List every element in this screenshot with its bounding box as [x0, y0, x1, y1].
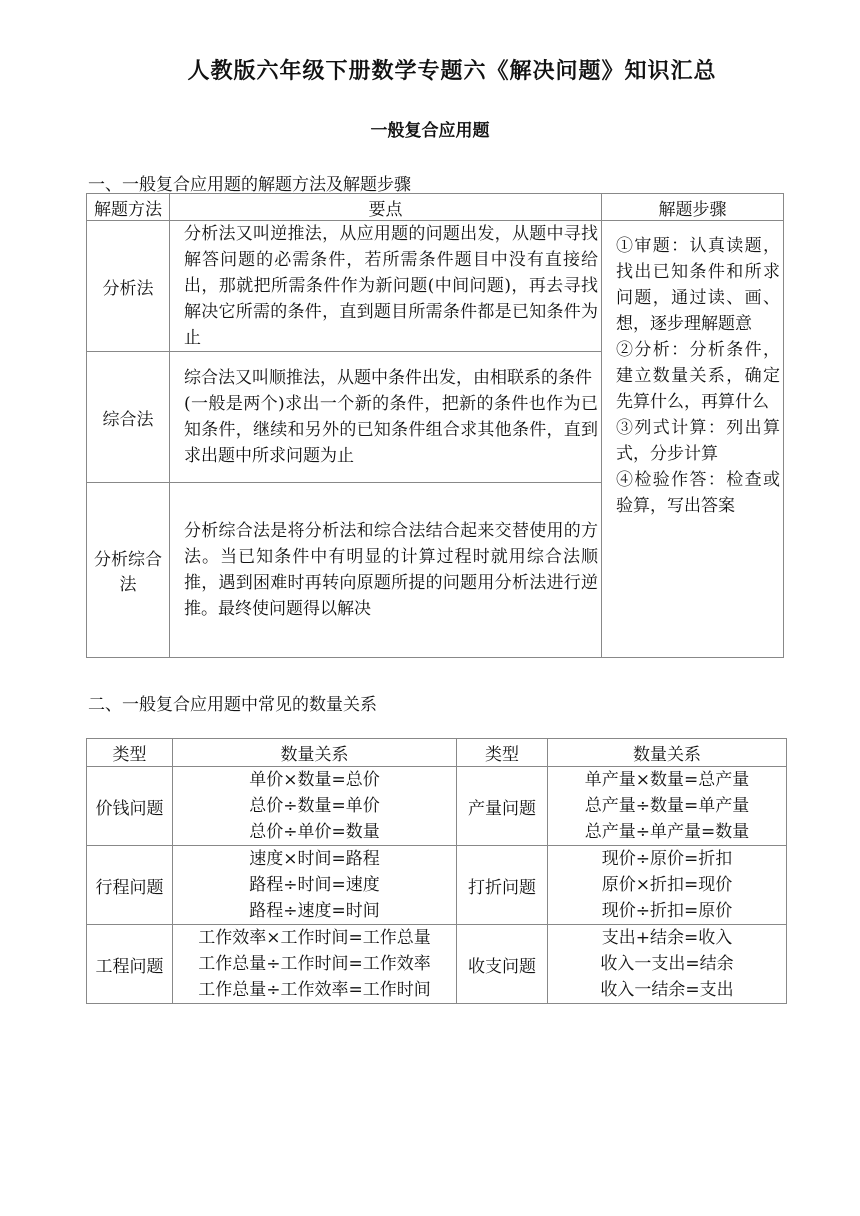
method-key-points: 分析法又叫逆推法，从应用题的问题出发，从题中寻找解答问题的必需条件，若所需条件题目中没有直接给出，那就把所需条件作为新问题(中间问题)，再去寻找解决它所需的条件，直到题目所需条件都是已知条件为止 — [169, 221, 601, 352]
header-relation: 数量关系 — [173, 739, 457, 767]
header-key-points: 要点 — [169, 194, 601, 221]
relation-line: 收入一结余=支出 — [600, 980, 734, 1000]
document-subtitle: 一般复合应用题 — [370, 121, 490, 141]
relation-line: 总价÷数量=单价 — [249, 796, 380, 816]
step-item: ③列式计算：列出算式，分步计算 — [615, 418, 780, 464]
quantity-relations — [173, 925, 457, 1004]
header-relation: 数量关系 — [548, 739, 787, 767]
key-line: 综合法又叫顺推法，从题中条件出发，由相联系的条件 — [183, 368, 592, 388]
methods-table-header — [87, 194, 784, 221]
quantity-relations — [548, 925, 787, 1004]
relation-line: 总价÷单价=数量 — [249, 822, 380, 842]
relation-line: 工作总量÷工作效率=工作时间 — [198, 980, 431, 1000]
relation-line: 现价÷原价=折扣 — [601, 849, 733, 869]
section-1-heading: 一、一般复合应用题的解题方法及解题步骤 — [88, 175, 411, 195]
relation-line: 总产量÷单产量=数量 — [584, 822, 750, 842]
quantity-relations — [173, 846, 457, 925]
quantity-relations — [548, 846, 787, 925]
section-2-heading: 二、一般复合应用题中常见的数量关系 — [88, 695, 377, 715]
problem-type: 收支问题 — [457, 925, 548, 1004]
problem-type: 行程问题 — [87, 846, 173, 925]
problem-type: 价钱问题 — [87, 767, 173, 846]
header-steps: 解题步骤 — [601, 194, 783, 221]
step-item: ②分析：分析条件，建立数量关系，确定先算什么，再算什么 — [615, 340, 780, 412]
problem-type: 产量问题 — [457, 767, 548, 846]
methods-table — [86, 193, 784, 658]
solving-steps — [601, 221, 783, 658]
relation-line: 工作总量÷工作时间=工作效率 — [198, 954, 431, 974]
relation-line: 路程÷时间=速度 — [249, 875, 380, 895]
relation-line: 速度×时间=路程 — [249, 849, 380, 869]
method-key-points — [169, 352, 601, 483]
table-row — [87, 221, 784, 352]
quantity-relations — [173, 767, 457, 846]
relation-line: 单产量×数量=总产量 — [584, 770, 750, 790]
relation-line: 单价×数量=总价 — [249, 770, 380, 790]
relation-line: 总产量÷数量=单产量 — [584, 796, 750, 816]
relation-line: 收入一支出=结余 — [600, 954, 734, 974]
header-type: 类型 — [457, 739, 548, 767]
table-row — [87, 925, 787, 1004]
document-title: 人教版六年级下册数学专题六《解决问题》知识汇总 — [187, 59, 717, 84]
step-item: ①审题：认真读题，找出已知条件和所求问题，通过读、画、想，逐步理解题意 — [615, 236, 780, 334]
table-row — [87, 846, 787, 925]
key-line: (一般是两个)求出一个新的条件，把新的条件也作为已知条件，继续和另外的已知条件组合求其他条件，直到求出题中所求问题为止 — [183, 394, 598, 466]
table-row — [87, 767, 787, 846]
relation-line: 支出+结余=收入 — [601, 928, 733, 948]
relation-line: 现价÷折扣=原价 — [601, 901, 733, 921]
header-method: 解题方法 — [87, 194, 170, 221]
relation-line: 路程÷速度=时间 — [249, 901, 380, 921]
method-name: 分析综合法 — [87, 483, 170, 658]
header-type: 类型 — [87, 739, 173, 767]
relations-table-header — [87, 739, 787, 767]
relation-line: 工作效率×工作时间=工作总量 — [198, 928, 431, 948]
method-key-points: 分析综合法是将分析法和综合法结合起来交替使用的方法。当已知条件中有明显的计算过程时就用综合法顺推，遇到困难时再转向原题所提的问题用分析法进行逆推。最终使问题得以解决 — [169, 483, 601, 658]
method-name: 综合法 — [87, 352, 170, 483]
relations-table — [86, 738, 787, 1004]
problem-type: 打折问题 — [457, 846, 548, 925]
quantity-relations — [548, 767, 787, 846]
relation-line: 原价×折扣=现价 — [601, 875, 733, 895]
problem-type: 工程问题 — [87, 925, 173, 1004]
step-item: ④检验作答：检查或验算，写出答案 — [615, 470, 780, 516]
method-name: 分析法 — [87, 221, 170, 352]
